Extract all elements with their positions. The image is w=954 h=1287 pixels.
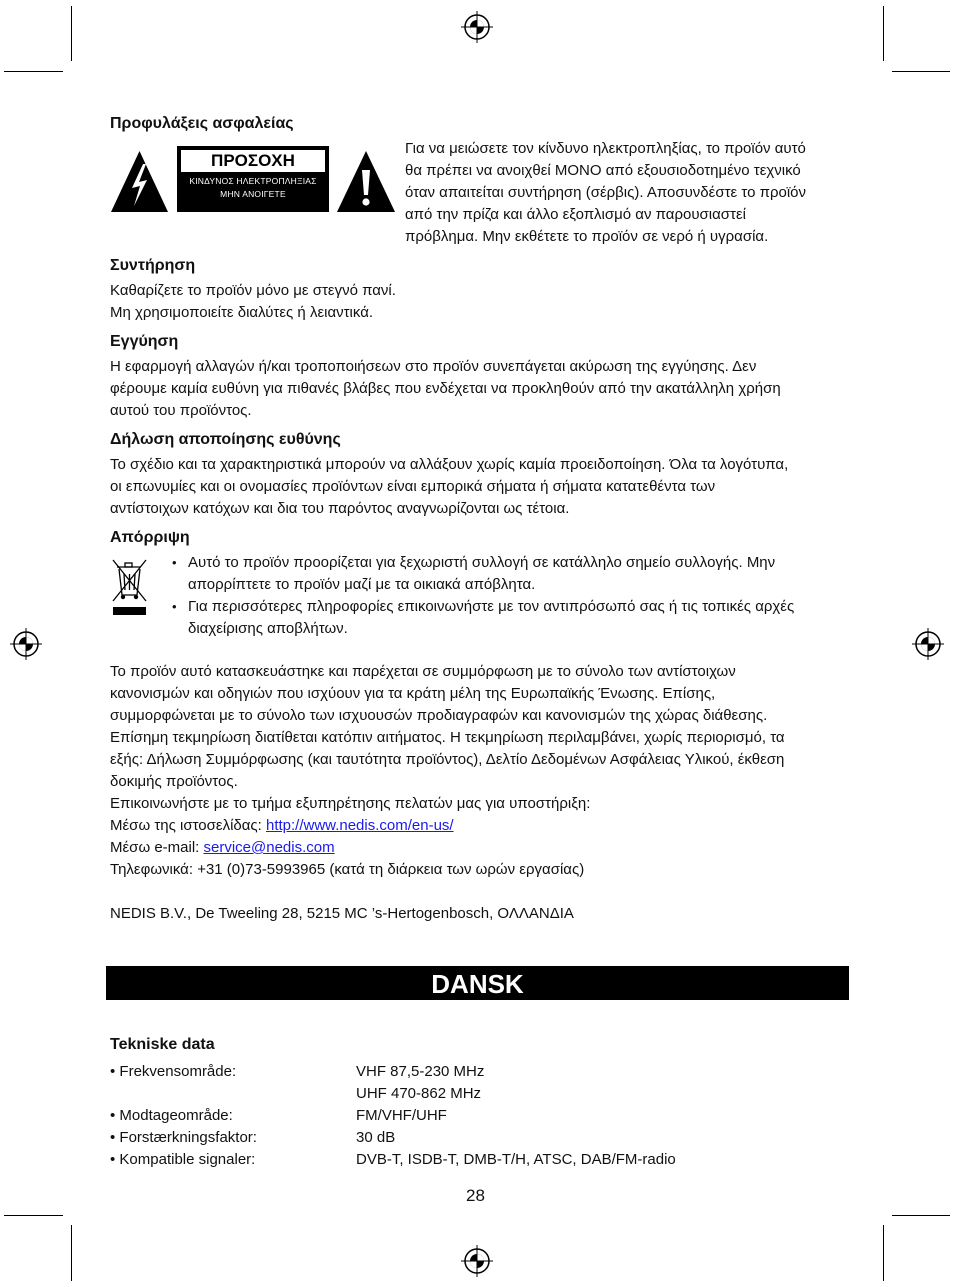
phone-line: Τηλεφωνικά: +31 (0)73-5993965 (κατά τη διάρκεια των ωρών εργασίας) [110,861,585,878]
registration-mark-icon [461,1245,493,1277]
maintenance-text [110,280,850,324]
crop-mark [4,71,63,72]
maintenance-heading: Συντήρηση [110,257,196,274]
crop-mark [71,1225,72,1281]
safety-text [405,138,855,248]
disclaimer-heading: Δήλωση αποποίησης ευθύνης [110,431,341,448]
crop-mark [892,71,950,72]
disposal-list [172,552,862,640]
text-line: φέρουμε καμία ευθύνη για πιθανές βλάβες που ενδέχεται να προκληθούν από την ακατάλληλη χρήση [110,380,781,397]
conformity-text [110,661,870,925]
spec-row [110,1061,810,1083]
crop-mark [883,6,884,61]
text-line: • Αυτό το προϊόν προορίζεται για ξεχωριστή συλλογή σε κατάλληλο σημείο συλλογής. Μην [188,554,776,571]
text-line: εξής: Δήλωση Συμμόρφωσης (και ταυτότητα προϊόντος), Δελτίο Δεδομένων Ασφάλειας Υλικού, έκθεση [110,751,785,768]
registration-mark-icon [912,628,944,660]
crop-mark [892,1215,950,1216]
email-line [110,837,870,859]
spec-value: DVB-T, ISDB-T, DMB-T/H, ATSC, DAB/FM-radio [356,1151,676,1168]
text-line: αυτού του προϊόντος. [110,402,252,419]
warning-label-line: ΚΙΝΔΥΝΟΣ ΗΛΕΚΤΡΟΠΛΗΞΙΑΣ [189,176,317,186]
spec-key: • Forstærkningsfaktor: [110,1129,257,1146]
spec-key: • Modtageområde: [110,1107,233,1124]
warranty-text [110,356,850,422]
disclaimer-text [110,454,850,520]
spec-row [110,1149,810,1171]
specs-heading: Tekniske data [110,1036,215,1053]
text-line: Μη χρησιμοποιείτε διαλύτες ή λειαντικά. [110,304,374,321]
text-line: Καθαρίζετε το προϊόν μόνο με στεγνό πανί. [110,282,396,299]
crop-mark [71,6,72,61]
text-line: απορρίπτετε το προϊόν μαζί με τα οικιακά απόβλητα. [188,576,536,593]
text-line: δοκιμής προϊόντος. [110,773,238,790]
warning-label [177,146,329,212]
page-number: 28 [466,1186,485,1205]
crop-mark [4,1215,63,1216]
text-line: Για να μειώσετε τον κίνδυνο ηλεκτροπληξίας, το προϊόν αυτό [405,140,806,157]
warning-label-title: ΠΡΟΣΟΧΗ [181,150,325,172]
text-line: Επικοινωνήστε με το τμήμα εξυπηρέτησης πελατών μας για υποστήριξη: [110,795,591,812]
spec-value: UHF 470-862 MHz [356,1085,482,1102]
email-link[interactable]: service@nedis.com [203,839,335,856]
spec-value: VHF 87,5-230 MHz [356,1063,485,1080]
crossed-bin-icon [110,557,150,619]
email-label: Μέσω e-mail: [110,839,204,856]
disposal-heading: Απόρριψη [110,529,190,546]
spec-key: • Kompatible signaler: [110,1151,256,1168]
text-line: από την πρίζα και άλλο εξοπλισμό αν παρουσιαστεί [405,206,746,223]
section-title-band: DANSK [106,966,849,1000]
spec-row [110,1127,810,1149]
safety-heading: Προφυλάξεις ασφαλείας [110,115,294,132]
spec-value: FM/VHF/UHF [356,1107,447,1124]
website-label: Μέσω της ιστοσελίδας: [110,817,266,834]
text-line: όταν απαιτείται συντήρηση (σέρβις). Αποσυνδέστε το προϊόν [405,184,807,201]
text-line: κανονισμών και οδηγιών που ισχύουν για τα κράτη μέλη της Ευρωπαϊκής Ένωσης. Επίσης, [110,685,716,702]
text-line: διαχείρισης αποβλήτων. [188,620,348,637]
spec-key: • Frekvensområde: [110,1063,237,1080]
text-line: • Για περισσότερες πληροφορίες επικοινωνήστε με τον αντιπρόσωπό σας ή τις τοπικές αρχές [188,598,795,615]
text-line: Το προϊόν αυτό κατασκευάστηκε και παρέχεται σε συμμόρφωση με το σύνολο των αντίστοιχων [110,663,736,680]
spec-row [110,1083,810,1105]
text-line: θα πρέπει να ανοιχθεί ΜΟΝΟ από εξουσιοδοτημένο τεχνικό [405,162,801,179]
registration-mark-icon [10,628,42,660]
text-line: Επίσημη τεκμηρίωση διατίθεται κατόπιν αιτήματος. Η τεκμηρίωση περιλαμβάνει, χωρίς περιορισμό, τα [110,729,785,746]
text-line: αντίστοιχων κατόχων και δια του παρόντος αναγνωρίζονται ως τέτοια. [110,500,570,517]
text-line: Το σχέδιο και τα χαρακτηριστικά μπορούν να αλλάξουν χωρίς καμία προειδοποίηση. Όλα τα λογότυπα, [110,456,789,473]
website-line [110,815,870,837]
text-line: πρόβλημα. Μην εκθέτετε το προϊόν σε νερό ή υγρασία. [405,228,769,245]
text-line: Η εφαρμογή αλλαγών ή/και τροποποιήσεων στο προϊόν συνεπάγεται ακύρωση της εγγύησης. Δεν [110,358,757,375]
website-link[interactable]: http://www.nedis.com/en-us/ [266,817,454,834]
exclamation-warning-icon [336,150,396,213]
address-line: NEDIS B.V., De Tweeling 28, 5215 MC ’s-Hertogenbosch, ΟΛΛΑΝΔΙΑ [110,905,574,922]
spec-row [110,1105,810,1127]
spec-value: 30 dB [356,1129,396,1146]
list-item [172,596,862,640]
warning-label-line: ΜΗΝ ΑΝΟΙΓΕΤΕ [220,189,286,199]
text-line: οι επωνυμίες και οι ονομασίες προϊόντων είναι εμπορικά σήματα ή σήματα κατατεθέντα των [110,478,716,495]
warranty-heading: Εγγύηση [110,333,179,350]
registration-mark-icon [461,11,493,43]
list-item [172,552,862,596]
lightning-warning-icon [110,150,169,213]
text-line: συμμορφώνεται με το σύνολο των ισχυουσών προδιαγραφών και κανονισμών της χώρας διάθεσης. [110,707,768,724]
crop-mark [883,1225,884,1281]
